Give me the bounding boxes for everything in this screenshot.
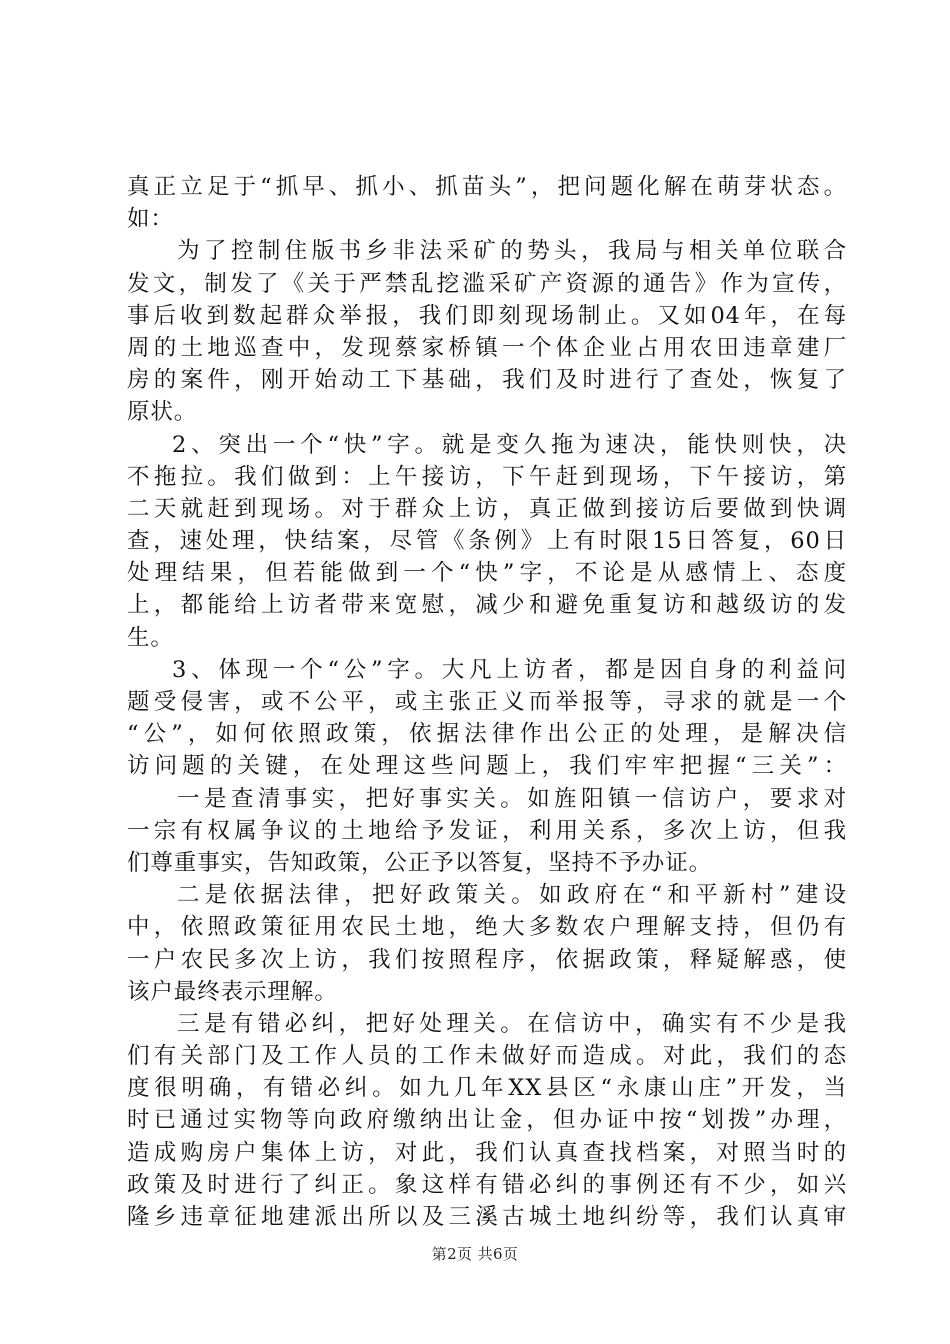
text-line: 如： — [127, 206, 174, 233]
text-line: 们有关部门及工作人员的工作未做好而造成。对此，我们的态 — [127, 1043, 847, 1070]
text-line: 处理结果，但若能做到一个“快”字，不论是从感情上、态度 — [127, 560, 847, 587]
paragraph-first-line: 3、体现一个“公”字。大凡上访者，都是因自身的利益问 — [172, 656, 847, 683]
text-line: 造成购房户集体上访，对此，我们认真查找档案，对照当时的 — [127, 1139, 847, 1166]
text-line: 事后收到数起群众举报，我们即刻现场制止。又如04年，在每 — [127, 302, 847, 329]
text-line: 中，依照政策征用农民土地，绝大多数农户理解支持，但仍有 — [127, 914, 847, 941]
text-line: “公”，如何依照政策，依据法律作出公正的处理，是解决信 — [127, 721, 847, 748]
paragraph-first-line: 2、突出一个“快”字。就是变久拖为速决，能快则快，决 — [172, 431, 847, 458]
text-line: 原状。 — [127, 399, 198, 426]
text-line: 时已通过实物等向政府缴纳出让金，但办证中按“划拨”办理， — [127, 1107, 847, 1134]
page-number-footer: 第2页 共6页 — [431, 1245, 519, 1263]
text-line: 真正立足于“抓早、抓小、抓苗头”，把问题化解在萌芽状态。 — [127, 174, 847, 200]
text-line: 周的土地巡查中，发现蔡家桥镇一个体企业占用农田违章建厂 — [127, 334, 847, 361]
text-line: 政策及时进行了纠正。象这样有错必纠的事例还有不少，如兴 — [127, 1171, 847, 1198]
paragraph-first-line: 为了控制住版书乡非法采矿的势头，我局与相关单位联合 — [177, 238, 847, 265]
text-line: 不拖拉。我们做到：上午接访，下午赶到现场，下午接访，第 — [127, 463, 847, 490]
text-line: 房的案件，刚开始动工下基础，我们及时进行了查处，恢复了 — [127, 367, 847, 394]
text-line: 隆乡违章征地建派出所以及三溪古城土地纠纷等，我们认真审 — [127, 1204, 847, 1230]
text-line: 度很明确，有错必纠。如九几年XX县区“永康山庄”开发，当 — [127, 1075, 847, 1102]
text-line: 发文，制发了《关于严禁乱挖滥采矿产资源的通告》作为宣传， — [127, 270, 847, 297]
text-line: 们尊重事实，告知政策，公正予以答复，坚持不予办证。 — [127, 849, 713, 876]
body-text — [127, 171, 847, 1233]
text-line: 题受侵害，或不公平，或主张正义而举报等，寻求的就是一个 — [127, 689, 847, 715]
text-line: 上，都能给上访者带来宽慰，减少和避免重复访和越级访的发 — [127, 592, 847, 619]
paragraph-first-line: 二是依据法律，把好政策关。如政府在“和平新村”建设 — [177, 882, 847, 909]
text-line: 访问题的关键，在处理这些问题上，我们牢牢把握“三关”： — [127, 753, 847, 780]
text-line: 一户农民多次上访，我们按照程序，依据政策，释疑解惑，使 — [127, 946, 847, 973]
text-line: 查，速处理，快结案，尽管《条例》上有时限15日答复，60日 — [127, 528, 847, 555]
paragraph-first-line: 一是查清事实，把好事实关。如旌阳镇一信访户，要求对 — [177, 785, 847, 812]
text-line: 一宗有权属争议的土地给予发证，利用关系，多次上访，但我 — [127, 817, 847, 844]
text-line: 二天就赶到现场。对于群众上访，真正做到接访后要做到快调 — [127, 495, 847, 522]
text-line: 该户最终表示理解。 — [127, 978, 338, 1005]
text-line: 生。 — [127, 624, 174, 651]
paragraph-first-line: 三是有错必纠，把好处理关。在信访中，确实有不少是我 — [177, 1010, 847, 1037]
